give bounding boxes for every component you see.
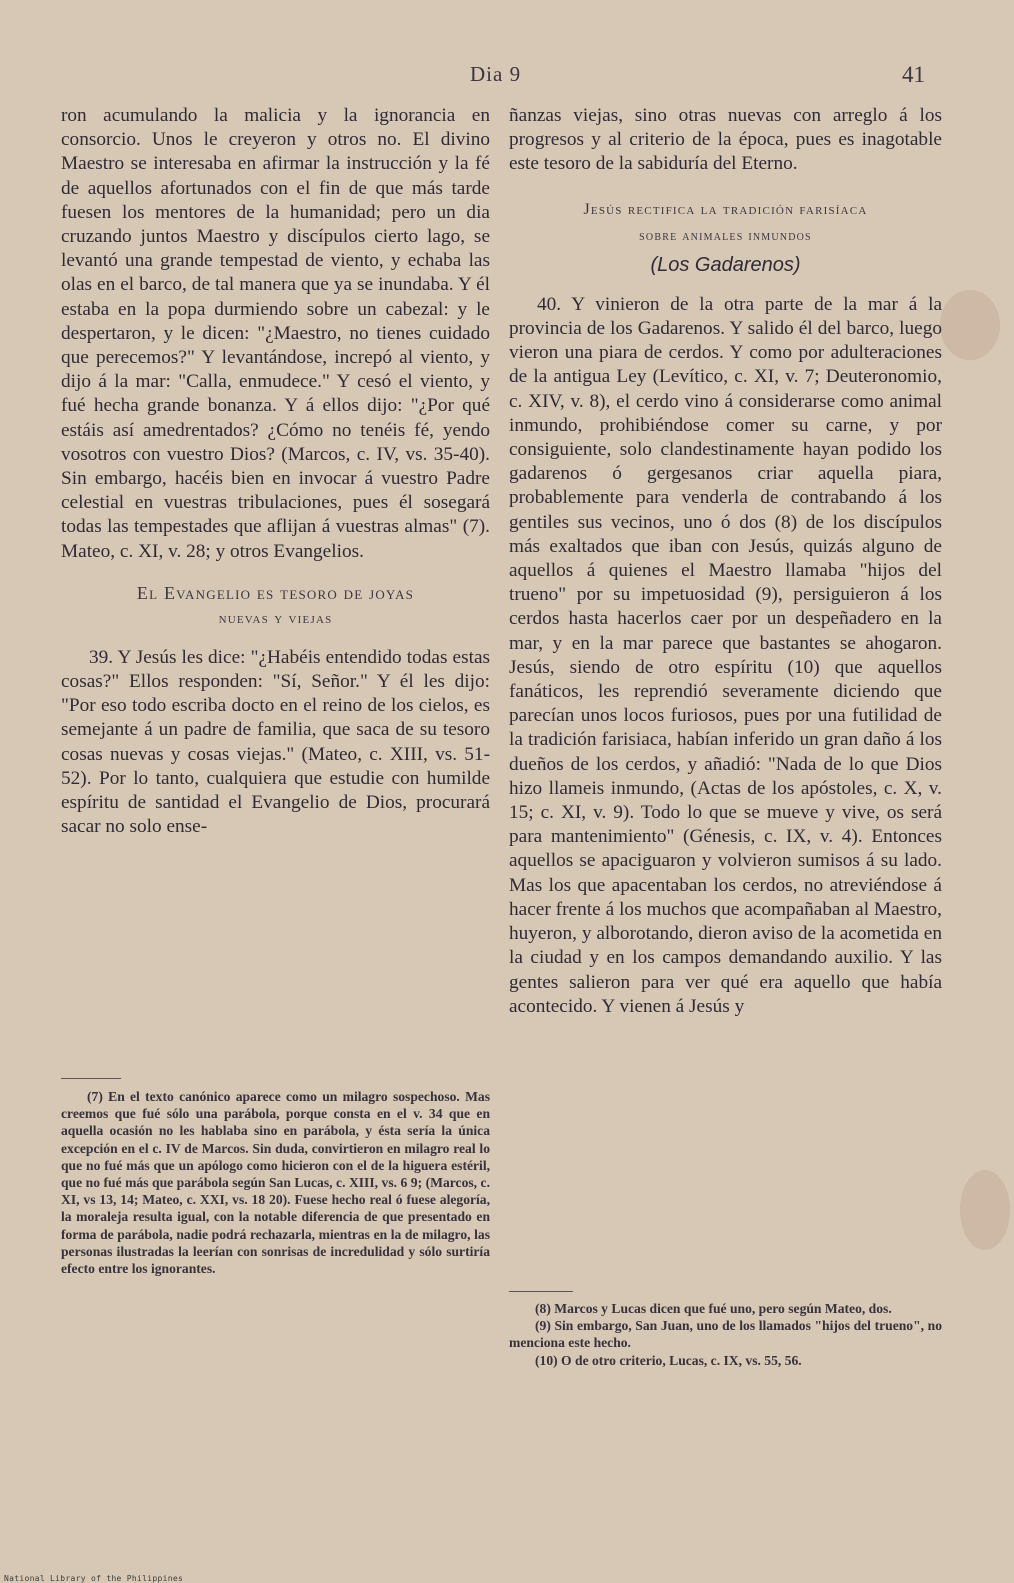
footnote: (10) O de otro criterio, Lucas, c. IX, vs. 55, 56. <box>535 1352 802 1368</box>
footnote-divider <box>61 1078 121 1079</box>
library-credit: National Library of the Philippines <box>4 1574 184 1583</box>
paragraph-39: 39. Y Jesús les dice: "¿Habéis entendido todas estas cosas?" Ellos responden: "Sí, Señor." Y él les dijo: "Por eso todo escriba docto en el reino de los cielos, es semejante á un padre de familia, que saca de su tesoro cosas nuevas y cosas viejas." (Mateo, c. XIII, vs. 51-52). Por lo tanto, cualquiera que estudie con humilde espíritu de santidad el Evangelio de Dios, procurará sacar no solo ense- <box>61 646 490 838</box>
page-number: 41 <box>902 62 925 87</box>
section-heading: El Evangelio es tesoro de joyas <box>136 582 415 603</box>
paper-stain <box>960 1170 1010 1250</box>
page-header <box>0 62 1014 94</box>
body-paragraph-continued: ñanzas viejas, sino otras nuevas con arreglo á los progresos y al criterio de la época, pues es inagotable este tesoro de la sabiduría del Eterno. <box>509 105 942 175</box>
body-paragraph: ron acumulando la malicia y la ignorancia en consorcio. Unos le creyeron y otros no. El divino Maestro se interesaba en afirmar la instrucción y la fé de aquellos afortunados con el fin de que más tarde fuesen los mentores de la humanidad; pero un dia cruzando juntos Maestro y discípulos cierto lago, se levantó una grande tempestad de viento, y echaba las olas en el barco, de tal manera que ya se inundaba. Y él estaba en la popa durmiendo sobre un cabezal: y le despertaron, y le dicen: "¿Maestro, no tienes cuidado que perecemos?" Y levantándose, increpó al viento, y dijo á la mar: "Calla, enmudece." Y cesó el viento, y fué hecha grande bonanza. Y á ellos dijo: "¿Por qué estáis así amedrentados? ¿Cómo no tenéis fé, yendo vosotros con vuestro Dios? (Marcos, c. IV, vs. 35-40). Sin embargo, hacéis bien en invocar á vuestro Padre celestial en vuestras tribulaciones, pues él sosegará todas las tempestades que aflijan á vuestras almas" (7). Mateo, c. XI, v. 28; y otros Evangelios. <box>61 105 490 562</box>
footnote: (9) Sin embargo, San Juan, uno de los llamados "hijos del trueno", no menciona este hecho. <box>509 1318 942 1351</box>
paper-stain <box>940 290 1000 360</box>
section-heading-continued: sobre animales inmundos <box>639 227 812 244</box>
section-heading-continued: nuevas y viejas <box>218 609 333 627</box>
section-heading: Jesús rectifica la tradición farisíaca <box>583 200 868 218</box>
right-column <box>509 104 942 1019</box>
paragraph-40: 40. Y vinieron de la otra parte de la mar á la provincia de los Gadarenos. Y salido él del barco, luego vieron una piara de cerdos. Y como por adulteraciones de la antigua Ley (Levítico, c. XI, v. 7; Deuteronomio, c. XIV, v. 8), el cerdo vino á considerarse como animal inmundo, prohibiéndose comer su carne, y por consiguiente, solo clandestinamente hayan podido los gadarenos ó gergesanos criar aquella piara, probablemente para venderla de contrabando á los gentiles sus vecinos, uno ó dos (8) de los discípulos más exaltados que iban con Jesús, quizás alguno de aquellos á quienes el Maestro llamaba "hijos del trueno" por su impetuosidad (9), persiguieron á los cerdos hasta hacerlos caer por un despeñadero en la mar, y en la mar parece que bastantes se ahogaron. Jesús, siendo de otro espíritu (10) que aquellos fanáticos, les reprendió severamente diciendo que parecían unos locos furiosos, pues por una futilidad de la tradición farisiaca, habían inferido un gran daño á los dueños de los cerdos, y añadió: "Nada de lo que Dios hizo llameis inmundo, (Actas de los apóstoles, c. X, v. 15; c. XI, v. 9). Todo lo que se mueve y vive, os será para mantenimiento" (Génesis, c. IX, v. 4). Entonces aquellos se apaciguaron y volvieron sumisos á su lado. Mas los que apacentaban los cerdos, no atreviéndose á hacer frente á los muchos que acompañaban al Maestro, huyeron, y alborotando, dieron aviso de la acometida en la ciudad y en los campos demandando auxilio. Y las gentes salieron para ver qué era aquello que había acontecido. Y vienen á Jesús y <box>509 293 942 1017</box>
left-column <box>61 104 490 839</box>
footnote: (7) En el texto canónico aparece como un milagro sospechoso. Mas creemos que fué sólo una parábola, porque consta en el v. 34 que en aquella ocasión no les hablaba sino en parábola, y ésta sería la única excepción en el c. IV de Marcos. Sin duda, convirtieron en milagro real lo que no fué más que un apólogo como hicieron con el de la higuera estéril, que no fué más que parábola según San Lucas, c. XIII, vs. 6 9; (Marcos, c. XI, vs 13, 14; Mateo, c. XXI, vs. 18 20). Fuese hecho real ó fuese alegoría, la moraleja resulta igual, con la notable diferencia de que presentado en forma de parábola, nadie podrá rechazarla, mientras en la de milagro, las personas ilustradas la leerían con sonrisas de incredulidad y sólo surtiría efecto entre los ignorantes. <box>61 1089 490 1277</box>
footnote-divider <box>509 1291 573 1292</box>
footnotes-left <box>61 1088 490 1277</box>
footnotes-right <box>509 1300 942 1369</box>
footnote: (8) Marcos y Lucas dicen que fué uno, pero según Mateo, dos. <box>535 1301 892 1316</box>
section-subtitle: (Los Gadarenos) <box>650 253 801 276</box>
running-head: Dia 9 <box>470 62 522 86</box>
